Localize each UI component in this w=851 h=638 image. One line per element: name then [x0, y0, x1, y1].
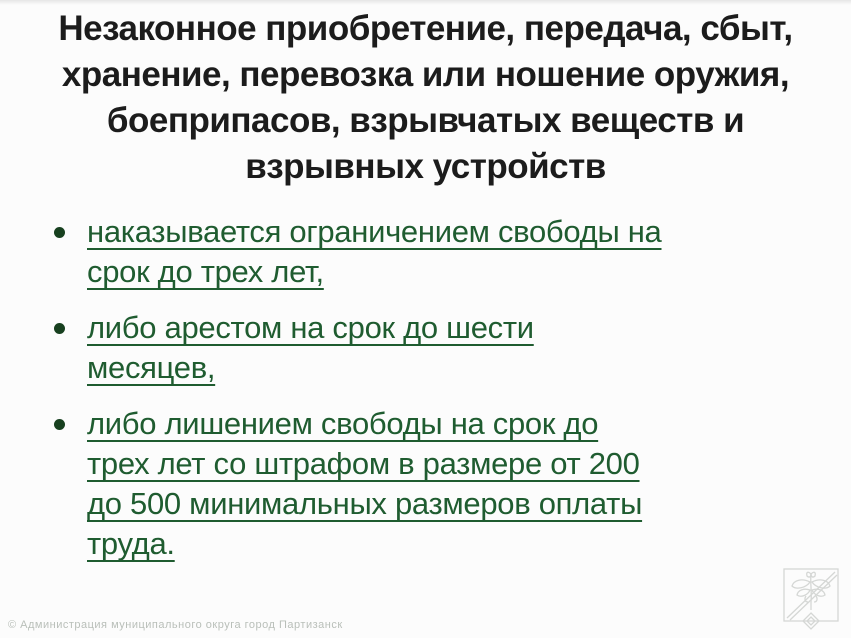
bullet-dot-icon — [54, 227, 65, 238]
partizansk-emblem-icon — [780, 566, 842, 630]
bullet-dot-icon — [54, 419, 65, 430]
slide-title — [10, 6, 841, 190]
bullet-line: трех лет со штрафом в размере от 200 — [87, 446, 640, 481]
bullet-line: срок до трех лет, — [87, 254, 324, 289]
bullet-text — [87, 212, 662, 292]
bullet-dot-icon — [54, 323, 65, 334]
list-item — [50, 404, 821, 564]
bullet-text — [87, 308, 534, 388]
bullet-line: труда. — [87, 526, 175, 561]
title-line: взрывных устройств — [245, 147, 606, 186]
bullet-line: месяцев, — [87, 350, 216, 385]
list-item — [50, 308, 821, 388]
copyright-text: © Администрация муниципального округа город Партизанск — [8, 619, 343, 631]
bullet-line: либо арестом на срок до шести — [87, 310, 534, 345]
bullet-line: наказывается ограничением свободы на — [87, 214, 662, 249]
bullet-line: либо лишением свободы на срок до — [87, 406, 599, 441]
title-line: Незаконное приобретение, передача, сбыт, — [58, 9, 793, 48]
title-line: боеприпасов, взрывчатых веществ и — [106, 101, 745, 140]
bullet-line: до 500 минимальных размеров оплаты — [87, 486, 643, 521]
title-line: хранение, перевозка или ношение оружия, — [61, 55, 790, 94]
bullet-list — [50, 212, 821, 580]
bullet-text — [87, 404, 642, 564]
list-item — [50, 212, 821, 292]
